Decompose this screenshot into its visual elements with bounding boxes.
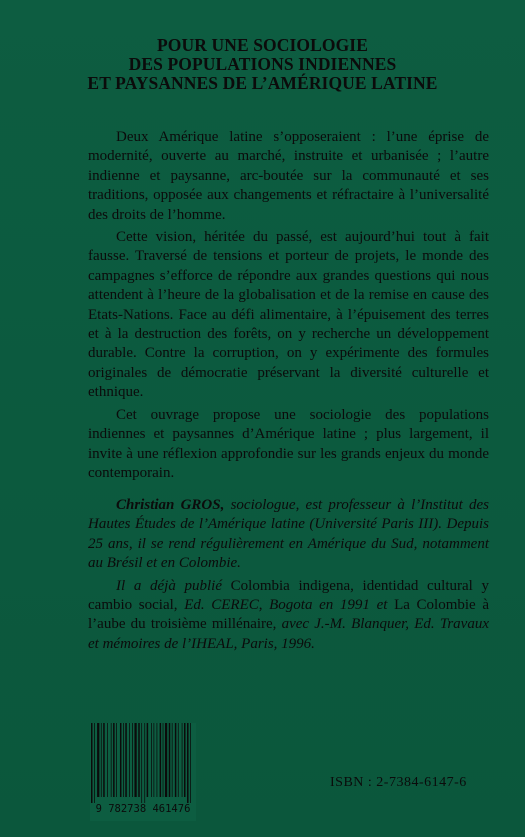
barcode-bar [107, 723, 108, 797]
barcode-bar [94, 723, 95, 803]
barcode-bar [163, 723, 164, 797]
author-bio [88, 496, 489, 657]
summary-paragraph-2: Cette vision, héritée du passé, est aujourd’hui tout à fait fausse. Traversé de tensions et porteur de projets, le monde des campagnes s’efforce de répondre aux grandes questions qui nous attendent à l’heure de la globalisation et de la remise en cause des Etats-Nations. Face au défi alimentaire, à l’épuisement des terres et à la destruction des forêts, on y recherche un développement durable. Contre la corruption, on y expérimente des formules originales de démocratie préservant la diversité culturelle et ethnique. [88, 229, 489, 401]
barcode-bar [103, 723, 105, 797]
barcode-bars [90, 723, 196, 803]
barcode-bar [178, 723, 179, 797]
barcode [90, 723, 196, 821]
barcode-bar [101, 723, 102, 797]
barcode-bar [147, 723, 149, 797]
book-title [40, 36, 485, 93]
bio-text-2c: Ed. CEREC, Bogota en 1991 et [177, 597, 395, 614]
barcode-bar [154, 723, 155, 797]
summary-text [88, 128, 489, 486]
barcode-bar [125, 723, 127, 797]
barcode-bar [111, 723, 112, 797]
barcode-bar [138, 723, 140, 797]
barcode-bar [175, 723, 177, 797]
barcode-bar [123, 723, 124, 797]
barcode-bar [182, 723, 183, 797]
barcode-bar [120, 723, 122, 797]
book-ref-1: Colombia indigena, identidad cultural y cambio social, [88, 577, 489, 614]
barcode-bar [116, 723, 117, 797]
isbn-label: ISBN : 2-7384-6147-6 [330, 775, 467, 790]
barcode-bar [97, 723, 99, 797]
barcode-bar [157, 723, 158, 797]
barcode-bar [134, 723, 136, 797]
summary-paragraph-1: Deux Amérique latine s’opposeraient : l’une éprise de modernité, ouverte au marché, instruite et urbanisée ; l’autre indienne et paysanne, arc-boutée sur la communauté et ses traditions, opposée aux changements et réfractaire à l’universalité des droits de l’homme. [88, 129, 489, 223]
barcode-bar [190, 723, 191, 803]
barcode-bar [141, 723, 142, 803]
barcode-bar [187, 723, 189, 803]
barcode-bar [129, 723, 130, 797]
barcode-bar [169, 723, 171, 797]
title-line-1: POUR UNE SOCIOLOGIE [157, 35, 368, 55]
barcode-bar [132, 723, 133, 797]
barcode-bar [165, 723, 167, 797]
author-name: Christian GROS, [116, 497, 225, 513]
title-line-3: ET PAYSANNES DE L’AMÉRIQUE LATINE [87, 73, 438, 93]
book-ref-2: La Colombie à l’aube du troisième millénaire, [88, 597, 489, 633]
bio-paragraph-1 [88, 496, 489, 574]
bio-paragraph-2 [88, 577, 489, 655]
barcode-bar [184, 723, 186, 797]
bio-text-2a: Il a déjà publié [116, 577, 231, 594]
barcode-bar [91, 723, 93, 803]
barcode-bar [160, 723, 162, 797]
barcode-bar [113, 723, 115, 797]
title-line-2: DES POPULATIONS INDIENNES [128, 54, 397, 74]
bio-text-2e: avec J.-M. Blanquer, Ed. Travaux et mémoires de l’IHEAL, Paris, 1996. [88, 616, 489, 652]
barcode-digits: 9 782738 461476 [95, 803, 191, 815]
bio-text-1: sociologue, est professeur à l’Institut des Hautes Études de l’Amérique latine (Université Paris III). Depuis 25 ans, il se rend régulièrement en Amérique du Sud, notamment au Brésil et en Colombie. [88, 497, 489, 572]
barcode-bar [172, 723, 173, 797]
barcode-bar [144, 723, 145, 803]
barcode-bar [151, 723, 152, 797]
summary-paragraph-3: Cet ouvrage propose une sociologie des populations indiennes et paysannes d’Amérique latine ; plus largement, il invite à une réflexion approfondie sur les grands enjeux du monde contemporain. [88, 406, 489, 481]
